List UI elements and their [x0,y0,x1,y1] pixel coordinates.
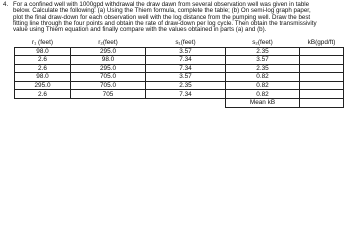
mean-row [15,99,344,108]
problem-line: below. Calculate the following: (a) Using the Thiem formula, complete the table; (b) On semi-log graph paper, [13,7,311,15]
cell-s2: 3.57 [226,56,300,65]
cell-s2: 2.35 [226,47,300,56]
table-row [15,64,344,73]
cell-s1: 2.35 [146,81,226,90]
empty-cell [71,99,146,108]
cell-kb [300,90,344,99]
problem-statement [13,2,347,33]
problem-line: value using Thiem equation and finally compare with the values obtained in parts (a) and (b). [13,26,267,34]
cell-s1: 7.34 [146,64,226,73]
table-row [15,56,344,65]
cell-r1: 98.0 [15,73,71,82]
problem-line: For a confined well with 1000gpd withdrawal the draw dawn from several observation well was given in table [13,1,310,8]
problem-line: plot the final draw-down for each observation well with the log distance from the pumping well. Draw the best [13,13,311,21]
cell-kb [300,64,344,73]
cell-kb [300,56,344,65]
cell-s2: 0.82 [226,90,300,99]
cell-r2: 705.0 [71,81,146,90]
cell-s1: 7.34 [146,90,226,99]
cell-r1: 295.0 [15,81,71,90]
cell-s1: 3.57 [146,47,226,56]
cell-s1: 7.34 [146,56,226,65]
cell-r1: 2.6 [15,64,71,73]
cell-s1: 3.57 [146,73,226,82]
cell-kb [300,73,344,82]
empty-cell [146,99,226,108]
cell-s2: 0.82 [226,73,300,82]
cell-r2: 295.0 [71,47,146,56]
mean-kb-label: Mean kB [226,99,300,108]
empty-cell [15,99,71,108]
cell-r2: 98.0 [71,56,146,65]
table-header-row [15,39,344,47]
header-s2: s₂(feet) [226,39,300,47]
problem-line: fitting line through the four points and obtain the rate of draw-down per log cycle. Then obtain the transmissivity [13,19,317,27]
cell-kb [300,47,344,56]
table-row [15,47,344,56]
table-row [15,73,344,82]
header-r1: r₁ (feet) [15,39,71,47]
header-kb: kB(gpd/ft) [300,39,344,47]
cell-r2: 295.0 [71,64,146,73]
problem-number: 4. [3,1,9,8]
mean-kb-value [300,99,344,108]
cell-kb [300,81,344,90]
table-row [15,81,344,90]
cell-r1: 98.0 [15,47,71,56]
cell-s2: 0.82 [226,81,300,90]
cell-s2: 2.35 [226,64,300,73]
cell-r1: 2.6 [15,90,71,99]
table-row [15,90,344,99]
cell-r2: 705.0 [71,73,146,82]
drawdown-table [14,39,344,108]
cell-r1: 2.6 [15,56,71,65]
header-s1: s₁(feet) [146,39,226,47]
header-r2: r₂(feet) [71,39,146,47]
cell-r2: 705 [71,90,146,99]
